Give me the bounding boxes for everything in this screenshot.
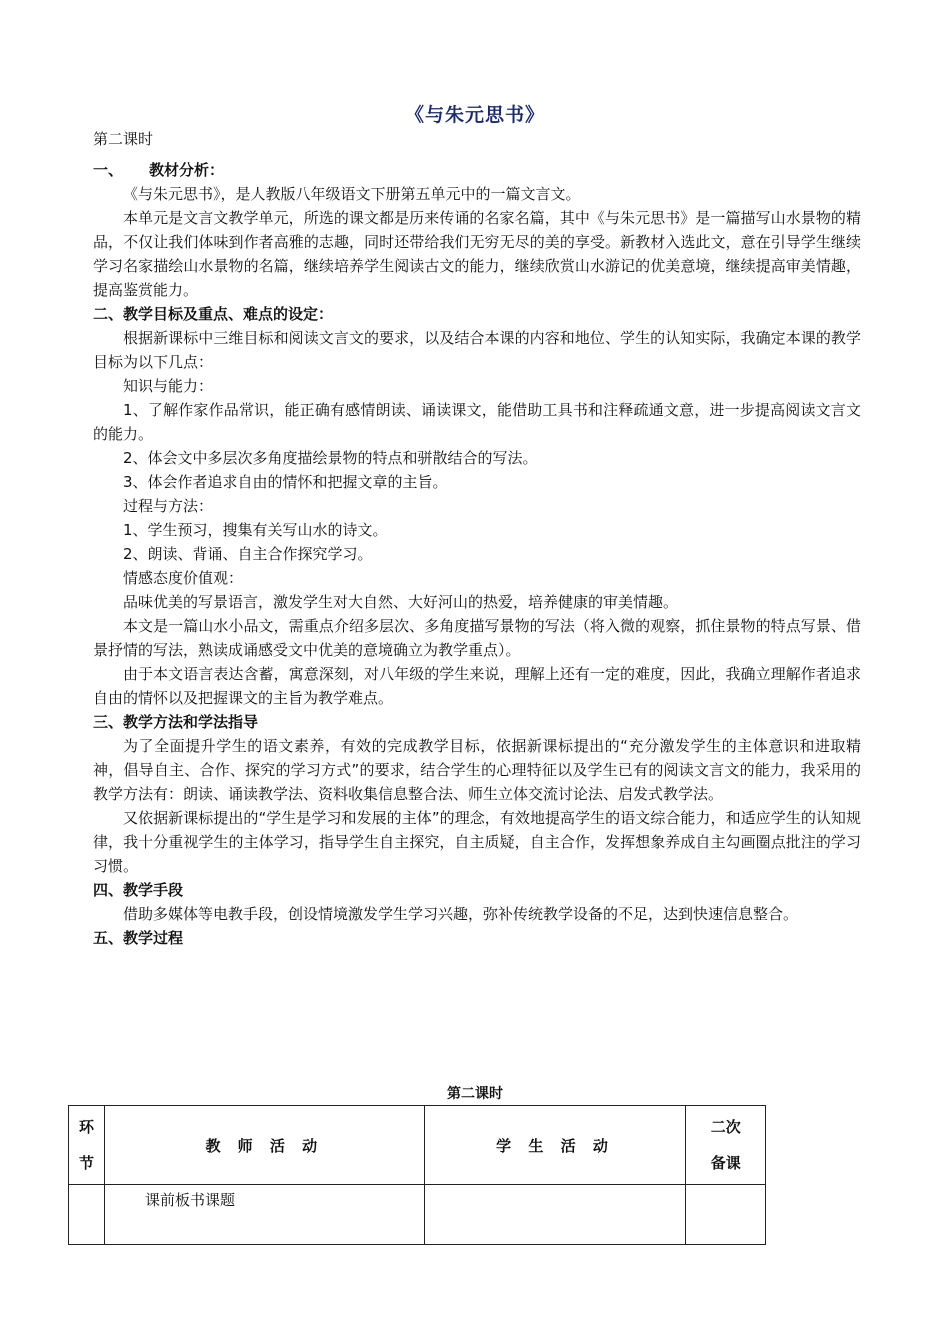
section-5	[93, 926, 861, 950]
paragraph: 借助多媒体等电教手段，创设情境激发学生学习兴趣，弥补传统教学设备的不足，达到快速信息整合。	[123, 905, 799, 923]
paragraph: 2、朗读、背诵、自主合作探究学习。	[123, 545, 373, 563]
paragraph: 根据新课标中三维目标和阅读文言文的要求，以及结合本课的内容和地位、学生的认知实际，我确定本课的教学目标为以下几点：	[93, 329, 861, 371]
header-teacher-activity: 教 师 活 动	[105, 1106, 425, 1185]
section-4	[93, 878, 861, 926]
section-number: 一、	[93, 161, 124, 179]
second-prep-cell	[686, 1185, 766, 1245]
paragraph: 为了全面提升学生的语文素养，有效的完成教学目标，依据新课标提出的“充分激发学生的主体意识和进取精神，倡导自主、合作、探究的学习方式”的要求，结合学生的心理特征以及学生已有的阅读文言文的能力，我采用的教学方法有：朗读、诵读教学法、资料收集信息整合法、师生立体交流讨论法、启发式教学法。	[93, 737, 861, 803]
lesson-label: 第二课时	[93, 130, 154, 148]
table-row	[69, 1185, 766, 1245]
paragraph: 本文是一篇山水小品文，需重点介绍多层次、多角度描写景物的写法（将入微的观察，抓住景物的特点写景、借景抒情的写法，熟读成诵感受文中优美的意境确立为教学重点）。	[93, 617, 861, 659]
section-1	[93, 158, 861, 302]
paragraph: 《与朱元思书》，是人教版八年级语文下册第五单元中的一篇文言文。	[123, 185, 581, 203]
header-second-prep: 二次 备课	[686, 1106, 766, 1185]
paragraph: 1、学生预习，搜集有关写山水的诗文。	[123, 521, 388, 539]
paragraph: 本单元是文言文教学单元，所选的课文都是历来传诵的名家名篇，其中《与朱元思书》是一篇描写山水景物的精品，不仅让我们体味到作者高雅的志趣，同时还带给我们无穷无尽的美的享受。新教材入选此文，意在引导学生继续学习名家描绘山水景物的名篇，继续培养学生阅读古文的能力，继续欣赏山水游记的优美意境，继续提高审美情趣，提高鉴赏能力。	[93, 209, 861, 299]
table-header-row	[69, 1106, 766, 1185]
paragraph: 由于本文语言表达含蓄，寓意深刻，对八年级的学生来说，理解上还有一定的难度，因此，我确立理解作者追求自由的情怀以及把握课文的主旨为教学难点。	[93, 665, 861, 707]
section-heading: 五、教学过程	[93, 929, 184, 947]
paragraph: 知识与能力：	[123, 377, 214, 395]
paragraph: 2、体会文中多层次多角度描绘景物的特点和骈散结合的写法。	[123, 449, 538, 467]
document-body	[93, 158, 861, 950]
paragraph: 品味优美的写景语言，激发学生对大自然、大好河山的热爱，培养健康的审美情趣。	[123, 593, 679, 611]
section-heading: 四、教学手段	[93, 881, 184, 899]
paragraph: 1、了解作家作品常识，能正确有感情朗读、诵读课文，能借助工具书和注释疏通文意，进一步提高阅读文言文的能力。	[93, 401, 861, 443]
paragraph: 过程与方法：	[123, 497, 214, 515]
section-2	[93, 302, 861, 710]
table-caption: 第二课时	[447, 1086, 503, 1102]
segment-cell	[69, 1185, 105, 1245]
paragraph: 又依据新课标提出的“学生是学习和发展的主体”的理念，有效地提高学生的语文综合能力，和适应学生的认知规律，我十分重视学生的主体学习，指导学生自主探究，自主质疑，自主合作，发挥想象养成自主勾画圈点批注的学习习惯。	[93, 809, 861, 875]
section-3	[93, 710, 861, 878]
document-title: 《与朱元思书》	[404, 104, 545, 126]
section-heading: 一、 教材分析：	[93, 158, 861, 182]
header-student-activity: 学 生 活 动	[424, 1106, 686, 1185]
lesson-table	[68, 1105, 766, 1245]
header-segment: 环 节	[69, 1106, 105, 1185]
paragraph: 情感态度价值观：	[123, 569, 244, 587]
section-heading: 三、教学方法和学法指导	[93, 713, 259, 731]
teacher-activity-cell: 课前板书课题	[105, 1185, 425, 1245]
student-activity-cell	[424, 1185, 686, 1245]
section-heading: 二、教学目标及重点、难点的设定：	[93, 305, 334, 323]
paragraph: 3、体会作者追求自由的情怀和把握文章的主旨。	[123, 473, 448, 491]
